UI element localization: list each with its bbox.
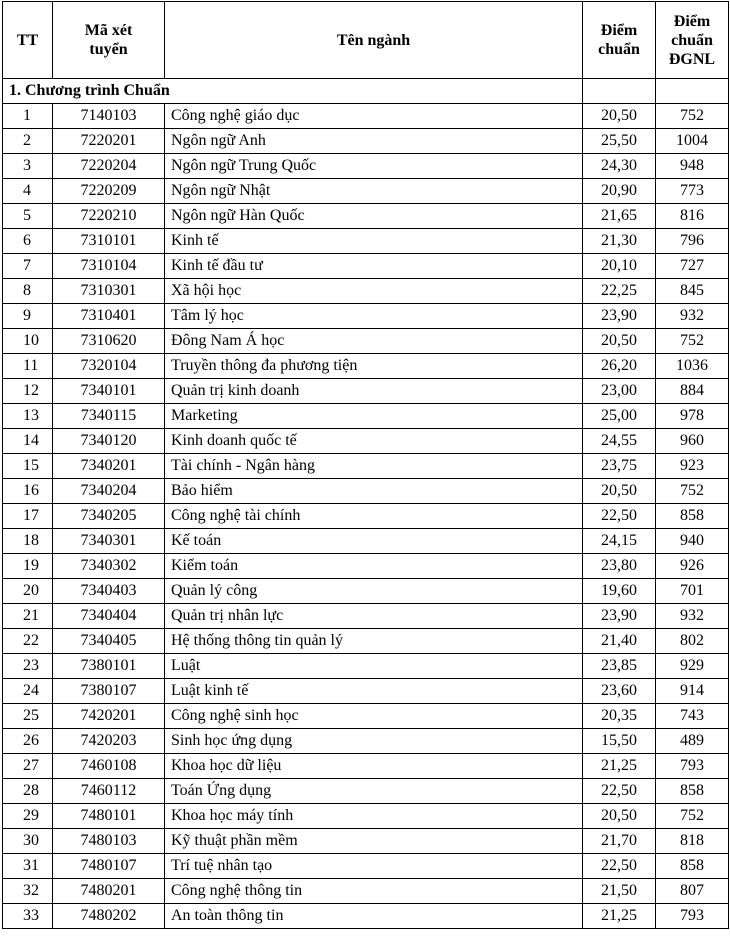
table-row [3,579,729,604]
row-ma-xet-tuyen: 7340404 [53,604,165,629]
header-ma-line2: tuyển [89,41,128,58]
row-diem-dgnl: 932 [656,304,729,329]
row-diem-dgnl: 978 [656,404,729,429]
row-ma-xet-tuyen: 7220204 [53,154,165,179]
table-row [3,104,729,129]
row-diem-dgnl: 926 [656,554,729,579]
row-ma-xet-tuyen: 7380107 [53,679,165,704]
row-diem-chuan: 23,90 [583,304,656,329]
row-diem-chuan: 23,85 [583,654,656,679]
row-diem-dgnl: 940 [656,529,729,554]
row-ten-nganh: Tài chính - Ngân hàng [165,454,583,479]
row-ma-xet-tuyen: 7420203 [53,729,165,754]
row-ten-nganh: Công nghệ giáo dục [165,104,583,129]
row-tt: 11 [3,354,53,379]
header-ten-nganh: Tên ngành [165,2,583,79]
row-tt: 31 [3,854,53,879]
row-diem-dgnl: 793 [656,904,729,929]
row-tt: 23 [3,654,53,679]
row-diem-dgnl: 773 [656,179,729,204]
row-diem-chuan: 20,10 [583,254,656,279]
row-ma-xet-tuyen: 7310101 [53,229,165,254]
row-tt: 30 [3,829,53,854]
row-ten-nganh: Luật [165,654,583,679]
row-tt: 27 [3,754,53,779]
row-tt: 4 [3,179,53,204]
row-ten-nganh: Quản trị nhân lực [165,604,583,629]
row-diem-chuan: 21,40 [583,629,656,654]
table-row [3,354,729,379]
row-ten-nganh: Kỹ thuật phần mềm [165,829,583,854]
table-row [3,179,729,204]
row-diem-chuan: 23,80 [583,554,656,579]
table-row [3,654,729,679]
row-ten-nganh: Kinh tế đầu tư [165,254,583,279]
table-row [3,754,729,779]
row-ten-nganh: Toán Ứng dụng [165,779,583,804]
row-tt: 20 [3,579,53,604]
row-tt: 22 [3,629,53,654]
table-row [3,529,729,554]
row-tt: 1 [3,104,53,129]
row-tt: 17 [3,504,53,529]
row-diem-dgnl: 752 [656,479,729,504]
row-ma-xet-tuyen: 7340115 [53,404,165,429]
row-ten-nganh: Kiểm toán [165,554,583,579]
row-diem-chuan: 22,25 [583,279,656,304]
row-tt: 29 [3,804,53,829]
table-row [3,854,729,879]
row-diem-chuan: 21,65 [583,204,656,229]
row-tt: 8 [3,279,53,304]
row-ten-nganh: Kinh tế [165,229,583,254]
row-diem-chuan: 20,50 [583,804,656,829]
row-ten-nganh: Truyền thông đa phương tiện [165,354,583,379]
row-ma-xet-tuyen: 7320104 [53,354,165,379]
row-diem-chuan: 24,55 [583,429,656,454]
row-ten-nganh: Ngôn ngữ Nhật [165,179,583,204]
row-ten-nganh: An toàn thông tin [165,904,583,929]
row-ten-nganh: Công nghệ thông tin [165,879,583,904]
header-row [3,2,729,79]
row-ma-xet-tuyen: 7220210 [53,204,165,229]
table-row [3,429,729,454]
row-diem-dgnl: 727 [656,254,729,279]
row-ma-xet-tuyen: 7340201 [53,454,165,479]
row-diem-chuan: 23,60 [583,679,656,704]
row-diem-chuan: 20,50 [583,329,656,354]
row-diem-chuan: 24,15 [583,529,656,554]
row-ten-nganh: Quản trị kinh doanh [165,379,583,404]
table-row [3,679,729,704]
row-diem-chuan: 22,50 [583,504,656,529]
row-diem-dgnl: 816 [656,204,729,229]
row-tt: 3 [3,154,53,179]
row-diem-dgnl: 923 [656,454,729,479]
row-tt: 13 [3,404,53,429]
row-diem-dgnl: 752 [656,104,729,129]
table-row [3,704,729,729]
row-ten-nganh: Khoa học dữ liệu [165,754,583,779]
row-ma-xet-tuyen: 7460112 [53,779,165,804]
row-diem-chuan: 19,60 [583,579,656,604]
row-tt: 19 [3,554,53,579]
row-diem-dgnl: 914 [656,679,729,704]
row-diem-chuan: 26,20 [583,354,656,379]
row-diem-chuan: 23,75 [583,454,656,479]
row-ma-xet-tuyen: 7310620 [53,329,165,354]
row-diem-chuan: 15,50 [583,729,656,754]
row-diem-chuan: 21,25 [583,754,656,779]
row-ma-xet-tuyen: 7340405 [53,629,165,654]
header-dgnl-line3: ĐGNL [668,50,716,68]
row-tt: 18 [3,529,53,554]
table-row [3,729,729,754]
row-diem-dgnl: 752 [656,329,729,354]
row-diem-chuan: 22,50 [583,779,656,804]
table-body [3,79,729,929]
header-dgnl-line1: Điểm [673,12,711,30]
row-diem-chuan: 25,00 [583,404,656,429]
row-diem-dgnl: 752 [656,804,729,829]
table-row [3,204,729,229]
row-diem-chuan: 20,50 [583,104,656,129]
row-tt: 21 [3,604,53,629]
table-row [3,379,729,404]
row-diem-dgnl: 796 [656,229,729,254]
row-ma-xet-tuyen: 7380101 [53,654,165,679]
row-ma-xet-tuyen: 7310301 [53,279,165,304]
row-diem-dgnl: 807 [656,879,729,904]
row-diem-dgnl: 884 [656,379,729,404]
table-row [3,254,729,279]
row-diem-dgnl: 743 [656,704,729,729]
row-diem-dgnl: 858 [656,854,729,879]
row-ten-nganh: Kinh doanh quốc tế [165,429,583,454]
row-diem-dgnl: 932 [656,604,729,629]
table-row [3,229,729,254]
row-tt: 14 [3,429,53,454]
header-diem-line2: chuẩn [598,41,640,58]
row-ma-xet-tuyen: 7220209 [53,179,165,204]
header-dgnl-line2: chuẩn [671,31,713,49]
row-ma-xet-tuyen: 7220201 [53,129,165,154]
table-row [3,129,729,154]
row-diem-dgnl: 960 [656,429,729,454]
row-ma-xet-tuyen: 7340403 [53,579,165,604]
table-row [3,879,729,904]
row-tt: 9 [3,304,53,329]
row-ma-xet-tuyen: 7340301 [53,529,165,554]
row-tt: 2 [3,129,53,154]
row-tt: 10 [3,329,53,354]
row-ten-nganh: Khoa học máy tính [165,804,583,829]
row-diem-chuan: 20,50 [583,479,656,504]
row-diem-dgnl: 948 [656,154,729,179]
row-diem-chuan: 21,25 [583,904,656,929]
row-tt: 12 [3,379,53,404]
row-tt: 24 [3,679,53,704]
row-ten-nganh: Trí tuệ nhân tạo [165,854,583,879]
row-diem-dgnl: 818 [656,829,729,854]
row-ten-nganh: Sinh học ứng dụng [165,729,583,754]
row-diem-chuan: 20,90 [583,179,656,204]
table-row [3,779,729,804]
row-ten-nganh: Bảo hiểm [165,479,583,504]
row-diem-chuan: 22,50 [583,854,656,879]
row-diem-chuan: 23,00 [583,379,656,404]
table-row [3,804,729,829]
row-ma-xet-tuyen: 7480202 [53,904,165,929]
row-ten-nganh: Công nghệ tài chính [165,504,583,529]
row-ma-xet-tuyen: 7340205 [53,504,165,529]
header-tt: TT [3,2,53,79]
section-empty-cell [656,79,729,104]
table-row [3,279,729,304]
row-diem-dgnl: 1036 [656,354,729,379]
row-tt: 33 [3,904,53,929]
row-diem-chuan: 21,70 [583,829,656,854]
row-diem-chuan: 20,35 [583,704,656,729]
header-diem-dgnl [656,2,729,79]
row-ten-nganh: Marketing [165,404,583,429]
row-tt: 26 [3,729,53,754]
row-tt: 25 [3,704,53,729]
row-tt: 7 [3,254,53,279]
row-diem-chuan: 21,30 [583,229,656,254]
section-row [3,79,729,104]
table-row [3,504,729,529]
admission-scores-table [2,1,729,929]
row-ten-nganh: Ngôn ngữ Trung Quốc [165,154,583,179]
row-ma-xet-tuyen: 7480103 [53,829,165,854]
table-row [3,829,729,854]
table-row [3,154,729,179]
table-row [3,629,729,654]
table-row [3,404,729,429]
row-diem-chuan: 21,50 [583,879,656,904]
row-tt: 5 [3,204,53,229]
row-diem-dgnl: 701 [656,579,729,604]
row-diem-chuan: 25,50 [583,129,656,154]
row-diem-dgnl: 929 [656,654,729,679]
row-ten-nganh: Ngôn ngữ Hàn Quốc [165,204,583,229]
row-ma-xet-tuyen: 7310401 [53,304,165,329]
header-diem-chuan [583,2,656,79]
row-ma-xet-tuyen: 7480101 [53,804,165,829]
row-diem-dgnl: 845 [656,279,729,304]
row-diem-dgnl: 1004 [656,129,729,154]
row-ma-xet-tuyen: 7460108 [53,754,165,779]
row-ten-nganh: Kế toán [165,529,583,554]
table-row [3,329,729,354]
row-ten-nganh: Ngôn ngữ Anh [165,129,583,154]
table-row [3,454,729,479]
row-ten-nganh: Quản lý công [165,579,583,604]
row-ma-xet-tuyen: 7310104 [53,254,165,279]
header-ma-line1: Mã xét [84,22,133,39]
row-diem-dgnl: 802 [656,629,729,654]
row-diem-dgnl: 489 [656,729,729,754]
header-diem-line1: Điểm [600,22,638,39]
section-title: 1. Chương trình Chuẩn [3,79,583,104]
row-diem-dgnl: 793 [656,754,729,779]
row-tt: 16 [3,479,53,504]
row-tt: 6 [3,229,53,254]
row-ma-xet-tuyen: 7420201 [53,704,165,729]
row-diem-dgnl: 858 [656,779,729,804]
row-ten-nganh: Hệ thống thông tin quản lý [165,629,583,654]
table-row [3,604,729,629]
table-row [3,554,729,579]
row-diem-dgnl: 858 [656,504,729,529]
row-ma-xet-tuyen: 7480201 [53,879,165,904]
header-ma-xet-tuyen [53,2,165,79]
row-ten-nganh: Luật kinh tế [165,679,583,704]
row-diem-chuan: 24,30 [583,154,656,179]
row-ma-xet-tuyen: 7340101 [53,379,165,404]
row-ma-xet-tuyen: 7140103 [53,104,165,129]
table-header [3,2,729,79]
row-tt: 15 [3,454,53,479]
row-ten-nganh: Xã hội học [165,279,583,304]
row-ma-xet-tuyen: 7340120 [53,429,165,454]
table-row [3,304,729,329]
row-tt: 32 [3,879,53,904]
row-ma-xet-tuyen: 7340302 [53,554,165,579]
row-ten-nganh: Tâm lý học [165,304,583,329]
table-row [3,904,729,929]
row-ma-xet-tuyen: 7340204 [53,479,165,504]
row-diem-chuan: 23,90 [583,604,656,629]
row-tt: 28 [3,779,53,804]
section-empty-cell [583,79,656,104]
table-row [3,479,729,504]
row-ten-nganh: Đông Nam Á học [165,329,583,354]
row-ma-xet-tuyen: 7480107 [53,854,165,879]
row-ten-nganh: Công nghệ sinh học [165,704,583,729]
